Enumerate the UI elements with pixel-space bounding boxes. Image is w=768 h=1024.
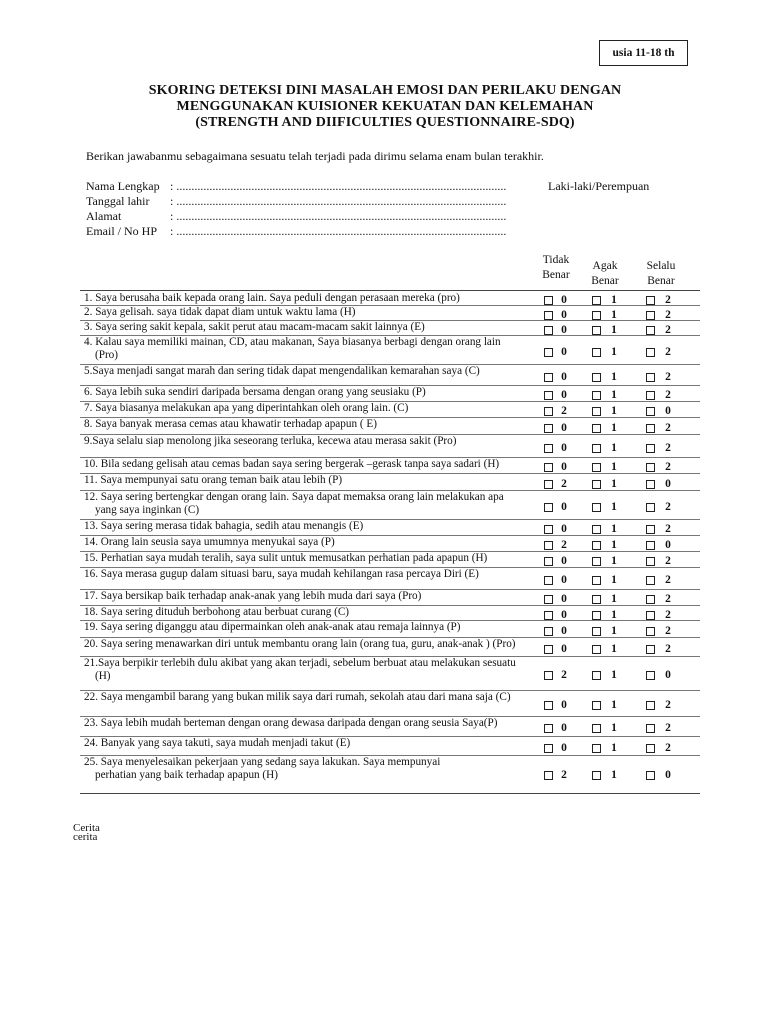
answer-score: 0 [561, 441, 567, 454]
row-divider [80, 567, 700, 568]
answer-checkbox[interactable] [592, 424, 601, 433]
column-header-tidak-benar [536, 253, 576, 283]
answer-score: 2 [665, 523, 671, 535]
answer-checkbox[interactable] [544, 373, 553, 382]
answer-score: 2 [665, 741, 671, 754]
answer-checkbox[interactable] [544, 576, 553, 585]
answer-checkbox[interactable] [544, 744, 553, 753]
identity-label: Email / No HP [86, 224, 157, 238]
answer-score: 2 [665, 722, 671, 734]
footer-line: cerita [73, 831, 98, 843]
answer-checkbox[interactable] [592, 326, 601, 335]
answer-checkbox[interactable] [544, 480, 553, 489]
row-divider [80, 401, 700, 402]
column-header-line: Benar [647, 275, 675, 287]
answer-checkbox[interactable] [646, 424, 655, 433]
question-text: 7. Saya biasanya melakukan apa yang diperintahkan oleh orang lain. (C) [84, 402, 409, 414]
answer-score: 2 [665, 294, 671, 306]
column-header-agak-benar [585, 259, 625, 289]
question-text: 8. Saya banyak merasa cemas atau khawatir terhadap apapun ( E) [84, 418, 377, 430]
answer-score: 2 [665, 555, 671, 567]
row-divider [80, 364, 700, 365]
answer-score: 2 [665, 608, 671, 621]
question-text: 25. Saya menyelesaikan pekerjaan yang sedang saya lakukan. Saya mempunyai [84, 756, 441, 768]
row-divider [80, 736, 700, 737]
answer-score: 0 [561, 574, 567, 586]
answer-checkbox[interactable] [646, 724, 655, 733]
answer-checkbox[interactable] [592, 525, 601, 534]
answer-checkbox[interactable] [544, 771, 553, 780]
question-text: 14. Orang lain seusia saya umumnya menyukai saya (P) [84, 536, 335, 548]
question-text: 13. Saya sering merasa tidak bahagia, sedih atau menangis (E) [84, 520, 364, 532]
answer-score: 0 [561, 500, 567, 513]
answer-checkbox[interactable] [544, 525, 553, 534]
answer-checkbox[interactable] [544, 326, 553, 335]
question-item [84, 737, 546, 750]
answer-checkbox[interactable] [646, 701, 655, 710]
answer-score: 1 [611, 769, 617, 781]
question-text: 2. Saya gelisah. saya tidak dapat diam untuk waktu lama (H) [84, 306, 356, 318]
answer-score: 0 [561, 608, 567, 621]
identity-dots: .............................................................................................................. [176, 224, 507, 238]
answer-checkbox[interactable] [646, 407, 655, 416]
answer-checkbox[interactable] [592, 296, 601, 305]
answer-score: 2 [665, 574, 671, 586]
answer-checkbox[interactable] [544, 503, 553, 512]
question-item [84, 606, 546, 619]
question-item [84, 458, 546, 471]
answer-score: 0 [561, 389, 567, 401]
answer-score: 1 [611, 539, 617, 551]
identity-separator: : [170, 194, 174, 208]
answer-score: 2 [665, 370, 671, 383]
answer-checkbox[interactable] [544, 391, 553, 400]
question-item [84, 657, 546, 683]
answer-checkbox[interactable] [646, 771, 655, 780]
answer-checkbox[interactable] [544, 627, 553, 636]
answer-score: 2 [561, 769, 567, 781]
row-divider [80, 620, 700, 621]
answer-checkbox[interactable] [544, 407, 553, 416]
question-text: 4. Kalau saya memiliki mainan, CD, atau makanan, Saya biasanya berbagi dengan orang lain [84, 336, 501, 348]
answer-checkbox[interactable] [592, 311, 601, 320]
answer-score: 2 [561, 669, 567, 681]
row-divider [80, 637, 700, 638]
row-divider [80, 490, 700, 491]
answer-checkbox[interactable] [646, 557, 655, 566]
answer-score: 1 [611, 345, 617, 358]
answer-checkbox[interactable] [592, 503, 601, 512]
question-text: 16. Saya merasa gugup dalam situasi baru, saya mudah kehilangan rasa percaya Diri (E) [84, 568, 479, 580]
answer-checkbox[interactable] [646, 671, 655, 680]
column-header-line: Benar [542, 269, 570, 281]
column-header-line: Agak [592, 260, 618, 272]
answer-score: 2 [665, 421, 671, 434]
answer-checkbox[interactable] [592, 595, 601, 604]
answer-score: 0 [561, 722, 567, 734]
identity-label: Alamat [86, 209, 122, 223]
question-text: 5.Saya menjadi sangat marah dan sering tidak dapat mengendalikan kemarahan saya (C) [84, 365, 480, 377]
answer-checkbox[interactable] [646, 576, 655, 585]
answer-score: 1 [611, 308, 617, 321]
answer-checkbox[interactable] [544, 671, 553, 680]
footer-note [73, 824, 100, 842]
answer-checkbox[interactable] [592, 627, 601, 636]
question-item [84, 306, 546, 319]
question-item [84, 402, 546, 415]
answer-score: 2 [665, 461, 671, 473]
question-text: 6. Saya lebih suka sendiri daripada bersama dengan orang yang seusiaku (P) [84, 386, 426, 398]
answer-checkbox[interactable] [544, 557, 553, 566]
question-text: 11. Saya mempunyai satu orang teman baik atau lebih (P) [84, 474, 343, 486]
title-line: SKORING DETEKSI DINI MASALAH EMOSI DAN PERILAKU DENGAN [148, 83, 622, 98]
answer-checkbox[interactable] [544, 611, 553, 620]
answer-checkbox[interactable] [646, 348, 655, 357]
question-item [84, 536, 546, 549]
answer-score: 0 [561, 699, 567, 711]
question-item [84, 520, 546, 533]
answer-checkbox[interactable] [544, 296, 553, 305]
row-divider [80, 551, 700, 552]
question-text: 15. Perhatian saya mudah teralih, saya sulit untuk memusatkan perhatian pada apapun (H) [84, 552, 488, 564]
title-line: MENGGUNAKAN KUISIONER KEKUATAN DAN KELEMAHAN [176, 99, 594, 114]
question-item [84, 336, 546, 362]
row-divider [80, 605, 700, 606]
question-item [84, 552, 546, 565]
answer-score: 0 [561, 370, 567, 383]
identity-fields [86, 179, 506, 239]
question-item [84, 717, 546, 730]
answer-checkbox[interactable] [592, 407, 601, 416]
answer-score: 1 [611, 608, 617, 621]
row-divider [80, 434, 700, 435]
answer-score: 2 [665, 308, 671, 321]
row-divider [80, 417, 700, 418]
question-text: 18. Saya sering dituduh berbohong atau berbuat curang (C) [84, 606, 350, 618]
answer-score: 2 [665, 642, 671, 655]
answer-score: 2 [665, 500, 671, 513]
answer-checkbox[interactable] [592, 391, 601, 400]
answer-score: 1 [611, 323, 617, 336]
gender-option[interactable]: Laki-laki/Perempuan [548, 179, 650, 193]
question-text: 10. Bila sedang gelisah atau cemas badan saya sering bergerak –gerask tanpa saya sadari (H) [84, 458, 500, 470]
answer-score: 1 [611, 477, 617, 490]
question-text: 17. Saya bersikap baik terhadap anak-anak yang lebih muda dari saya (Pro) [84, 590, 422, 602]
answer-score: 1 [611, 370, 617, 383]
answer-score: 0 [561, 555, 567, 567]
answer-checkbox[interactable] [544, 424, 553, 433]
answer-score: 1 [611, 642, 617, 655]
question-item [84, 568, 546, 581]
identity-row-email[interactable] [86, 224, 506, 239]
document-title [80, 83, 690, 131]
row-divider [80, 335, 700, 336]
answer-score: 0 [665, 405, 671, 417]
answer-checkbox[interactable] [592, 444, 601, 453]
answer-checkbox[interactable] [646, 444, 655, 453]
answer-checkbox[interactable] [646, 480, 655, 489]
question-item [84, 435, 546, 448]
answer-score: 0 [561, 593, 567, 605]
answer-checkbox[interactable] [646, 525, 655, 534]
identity-separator: : [170, 224, 174, 238]
age-range-box [599, 40, 688, 66]
answer-checkbox[interactable] [544, 645, 553, 654]
answer-checkbox[interactable] [544, 311, 553, 320]
answer-score: 1 [611, 294, 617, 306]
answer-score: 0 [561, 323, 567, 336]
question-item [84, 386, 546, 399]
row-divider [80, 716, 700, 717]
column-header-line: Tidak [542, 254, 570, 266]
question-item [84, 474, 546, 487]
answer-score: 2 [665, 389, 671, 401]
column-header-selalu-benar [640, 259, 682, 289]
answer-checkbox[interactable] [544, 444, 553, 453]
question-item [84, 365, 546, 378]
row-divider [80, 589, 700, 590]
answer-score: 1 [611, 441, 617, 454]
answer-score: 1 [611, 699, 617, 711]
answer-checkbox[interactable] [646, 611, 655, 620]
row-divider [80, 320, 700, 321]
answer-score: 0 [665, 539, 671, 551]
question-text: 24. Banyak yang saya takuti, saya mudah menjadi takut (E) [84, 737, 351, 749]
answer-score: 2 [665, 624, 671, 637]
question-item [84, 292, 546, 305]
question-item [84, 491, 546, 517]
identity-label: Tanggal lahir [86, 194, 150, 208]
question-text: 12. Saya sering bertengkar dengan orang lain. Saya dapat memaksa orang lain melakukan apa [84, 491, 504, 503]
answer-score: 2 [561, 539, 567, 551]
answer-checkbox[interactable] [592, 744, 601, 753]
identity-dots: .............................................................................................................. [176, 179, 507, 193]
answer-score: 2 [665, 593, 671, 605]
answer-checkbox[interactable] [646, 311, 655, 320]
identity-separator: : [170, 209, 174, 223]
question-text: 22. Saya mengambil barang yang bukan milik saya dari rumah, sekolah atau dari mana saja (C) [84, 691, 511, 703]
answer-score: 1 [611, 574, 617, 586]
row-divider [80, 690, 700, 691]
answer-checkbox[interactable] [592, 724, 601, 733]
answer-score: 2 [561, 477, 567, 490]
answer-checkbox[interactable] [646, 326, 655, 335]
identity-row-birthdate[interactable] [86, 194, 506, 209]
answer-checkbox[interactable] [592, 463, 601, 472]
answer-score: 0 [561, 308, 567, 321]
row-divider [80, 656, 700, 657]
answer-checkbox[interactable] [646, 744, 655, 753]
answer-score: 2 [665, 441, 671, 454]
answer-checkbox[interactable] [646, 627, 655, 636]
answer-score: 1 [611, 461, 617, 473]
answer-checkbox[interactable] [592, 701, 601, 710]
answer-checkbox[interactable] [544, 595, 553, 604]
answer-checkbox[interactable] [592, 373, 601, 382]
question-text: 21.Saya berpikir terlebih dulu akibat yang akan terjadi, sebelum berbuat atau melakukan sesuatu [84, 657, 516, 669]
identity-label: Nama Lengkap [86, 179, 160, 193]
identity-row-name[interactable] [86, 179, 506, 194]
answer-checkbox[interactable] [646, 296, 655, 305]
answer-checkbox[interactable] [544, 701, 553, 710]
question-text: (H) [95, 670, 111, 682]
answer-score: 1 [611, 405, 617, 417]
age-range-label: usia 11-18 th [612, 47, 675, 59]
answer-checkbox[interactable] [544, 541, 553, 550]
answer-score: 0 [561, 345, 567, 358]
question-item [84, 418, 546, 431]
identity-dots: .............................................................................................................. [176, 209, 507, 223]
answer-score: 0 [561, 461, 567, 473]
answer-score: 1 [611, 421, 617, 434]
answer-score: 1 [611, 523, 617, 535]
answer-checkbox[interactable] [646, 463, 655, 472]
question-text: 20. Saya sering menawarkan diri untuk membantu orang lain (orang tua, guru, anak-anak ) (Pro) [84, 638, 516, 650]
answer-checkbox[interactable] [646, 541, 655, 550]
answer-checkbox[interactable] [646, 645, 655, 654]
answer-checkbox[interactable] [544, 724, 553, 733]
question-text: perhatian yang baik terhadap apapun (H) [95, 769, 278, 781]
answer-checkbox[interactable] [592, 645, 601, 654]
question-text: 23. Saya lebih mudah berteman dengan orang dewasa daripada dengan orang seusia Saya(P) [84, 717, 498, 729]
answer-score: 0 [561, 421, 567, 434]
instruction-text: Berikan jawabanmu sebagaimana sesuatu telah terjadi pada dirimu selama enam bulan terakhir. [86, 149, 544, 163]
answer-checkbox[interactable] [544, 463, 553, 472]
identity-row-address[interactable] [86, 209, 506, 224]
answer-checkbox[interactable] [592, 576, 601, 585]
question-item [84, 638, 546, 651]
answer-score: 2 [665, 699, 671, 711]
answer-score: 0 [665, 769, 671, 781]
answer-score: 1 [611, 593, 617, 605]
question-text: yang saya inginkan (C) [95, 504, 200, 516]
question-text: 1. Saya berusaha baik kepada orang lain. Saya peduli dengan perasaan mereka (pro) [84, 292, 460, 304]
question-text: 19. Saya sering diganggu atau dipermainkan oleh anak-anak atau remaja lainnya (P) [84, 621, 461, 633]
answer-checkbox[interactable] [646, 391, 655, 400]
answer-score: 1 [611, 555, 617, 567]
row-divider [80, 385, 700, 386]
question-item [84, 321, 546, 334]
question-text: (Pro) [95, 349, 118, 361]
row-divider [80, 457, 700, 458]
question-item [84, 621, 546, 634]
answer-score: 2 [561, 405, 567, 417]
answer-score: 1 [611, 624, 617, 637]
question-text: 3. Saya sering sakit kepala, sakit perut atau macam-macam sakit lainnya (E) [84, 321, 425, 333]
question-item [84, 590, 546, 603]
answer-score: 2 [665, 345, 671, 358]
row-divider [80, 305, 700, 306]
answer-score: 0 [561, 294, 567, 306]
answer-score: 1 [611, 722, 617, 734]
answer-score: 2 [665, 323, 671, 336]
answer-score: 1 [611, 389, 617, 401]
answer-checkbox[interactable] [646, 503, 655, 512]
answer-checkbox[interactable] [592, 348, 601, 357]
answer-score: 1 [611, 500, 617, 513]
row-divider [80, 519, 700, 520]
question-text: 9.Saya selalu siap menolong jika seseorang terluka, kecewa atau merasa sakit (Pro) [84, 435, 457, 447]
table-bottom-rule [80, 793, 700, 794]
answer-checkbox[interactable] [646, 595, 655, 604]
answer-score: 0 [665, 477, 671, 490]
identity-dots: .............................................................................................................. [176, 194, 507, 208]
column-header-line: Benar [591, 275, 619, 287]
row-divider [80, 535, 700, 536]
answer-score: 0 [665, 669, 671, 681]
answer-score: 0 [561, 523, 567, 535]
answer-checkbox[interactable] [592, 557, 601, 566]
answer-checkbox[interactable] [592, 480, 601, 489]
row-divider [80, 473, 700, 474]
answer-checkbox[interactable] [592, 611, 601, 620]
title-line: (STRENGTH AND DIIFICULTIES QUESTIONNAIRE-SDQ) [195, 115, 575, 130]
row-divider [80, 755, 700, 756]
footer-line: Cerita [73, 822, 100, 834]
question-item [84, 756, 546, 782]
answer-checkbox[interactable] [646, 373, 655, 382]
column-header-line: Selalu [646, 260, 676, 272]
table-top-rule [80, 290, 700, 291]
answer-checkbox[interactable] [592, 541, 601, 550]
answer-checkbox[interactable] [592, 771, 601, 780]
identity-separator: : [170, 179, 174, 193]
answer-score: 1 [611, 741, 617, 754]
answer-score: 0 [561, 741, 567, 754]
answer-checkbox[interactable] [544, 348, 553, 357]
answer-score: 1 [611, 669, 617, 681]
answer-checkbox[interactable] [592, 671, 601, 680]
answer-score: 0 [561, 642, 567, 655]
question-item [84, 691, 546, 704]
answer-score: 0 [561, 624, 567, 637]
